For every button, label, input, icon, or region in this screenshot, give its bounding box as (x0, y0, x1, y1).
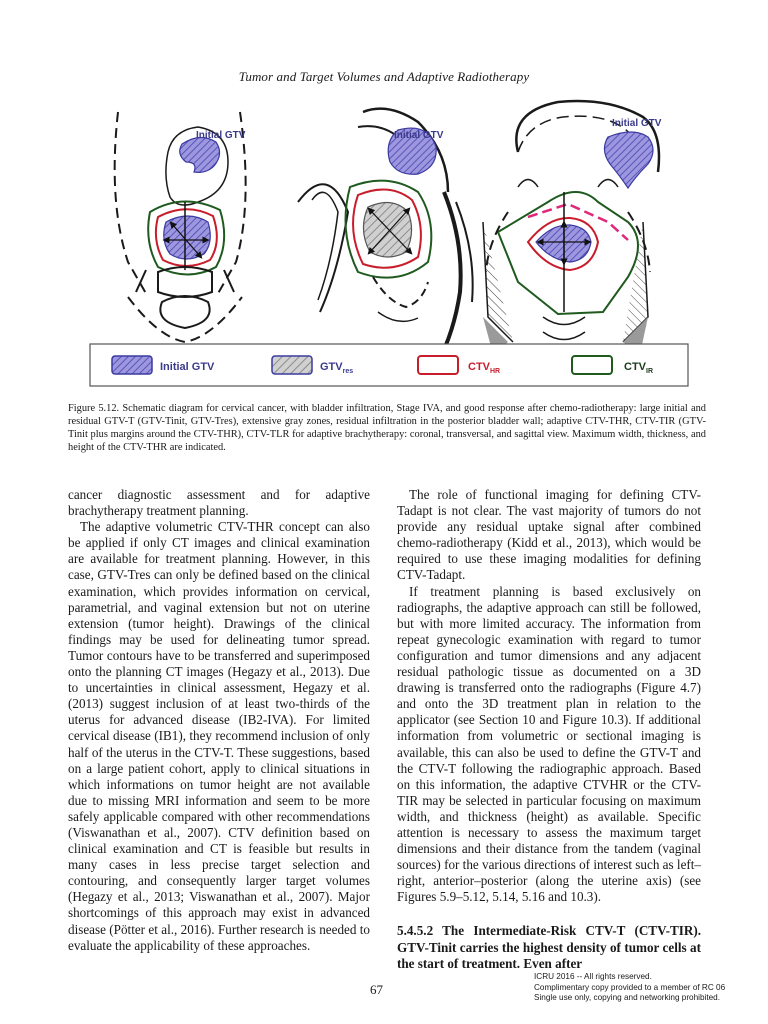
left-paragraph-1: cancer diagnostic assessment and for adaptive brachytherapy treatment planning. (68, 487, 370, 519)
panel-coronal (115, 112, 246, 342)
legend-sub-ctv-ir: IR (646, 368, 653, 375)
copyright-notice (534, 972, 764, 1004)
figure-legend (90, 344, 688, 386)
legend-label-ctv-ir: CTV (624, 361, 646, 373)
copyright-line-1: ICRU 2016 -- All rights reserved. (534, 972, 652, 981)
panel-label-transversal: Initial GTV (394, 130, 444, 141)
copyright-line-2: Complimentary copy provided to a member of RC 06 (534, 982, 726, 992)
right-paragraph-2: If treatment planning is based exclusively on radiographs, the adaptive approach can still be followed, but with more limited accuracy. The information from repeat gynecologic examination with regard to tumor configuration and tumor dimensions and any adjacent residual pathologic tissue as documented on a 3D drawing is transferred onto the radiographs (Figure 4.7) and onto the 3D treatment plan in relation to the applicator (see Section 10 and Figure 10.3). If additional information from volumetric or sectional imaging is available, this can also be used to define the GTV-T and the CTV-T following the radiographic approach. Based on this information, the adaptive CTVHR or the CTV-TIR may be selected in particular focusing on maximum width, and thickness (height) as available. Specific attention is necessary to assess the maximum target dimensions and their distance from the tandem (vaginal sources) for the various directions of interest such as left–right, anterior–posterior (along the uterine axis) (see Figures 5.9–5.12, 5.14, 5.16 and 10.3). (397, 583, 701, 905)
panel-label-coronal: Initial GTV (196, 130, 246, 141)
legend-label-initial-gtv: Initial GTV (160, 361, 215, 373)
legend-sub-gtv-res: res (342, 368, 354, 375)
right-column (397, 487, 701, 972)
legend-label-ctv-hr: CTV (468, 361, 490, 373)
page-number: 67 (370, 982, 383, 997)
panel-transversal (298, 109, 473, 362)
legend-sub-ctv-hr: HR (490, 368, 501, 375)
left-paragraph-2: The adaptive volumetric CTV-THR concept can also be applied if only CT images and clinical examination are available for treatment planning. However, in this case, GTV-Tres can only be defined based on the clinical examination, which provides information on cervical, parametrial, and vaginal extension but not on uterine extension (tumor height). Drawings of the clinical findings may be used for delineating tumor spread. Tumor contours have to be transferred and superimposed onto the planning CT images (Hegazy et al., 2013). Due to uncertainties in clinical assessment, Hegazy et al. (2013) suggest inclusion of at least two-thirds of the uterus for advanced disease (IB2-IVA). For limited cervical disease (IB1), they recommend inclusion of only half of the uterus in the CTV-T. These suggestions, based on a large patient cohort, apply to clinical situations in which informations on tumor height are not available due to missing MRI information and seem to be more safely applicable compared with other recommendations (Viswanathan et al., 2007). CTV definition based on clinical examination and CT is feasible but results in many cases in less precise target selection and contouring, and consequently larger target volumes (Hegazy et al., 2013; Viswanathan et al., 2007). Major shortcomings of this approach may exist in advanced disease (Pötter et al., 2016). Further research is needed to evaluate the applicability of these approaches. (68, 519, 370, 953)
copyright-line-3: Single use only, copying and networking prohibited. (534, 993, 721, 1003)
left-column (68, 487, 370, 954)
panel-sagittal (483, 101, 659, 354)
panel-label-sagittal: Initial GTV (612, 118, 662, 129)
figure-caption (68, 402, 706, 454)
section-5-4-5-2: 5.4.5.2 The Intermediate-Risk CTV-T (CTV-TIR). GTV-Tinit carries the highest density of tumor cells at the start of treatment. Even after (397, 923, 701, 971)
legend-label-gtv-res: GTV (320, 361, 343, 373)
running-head: Tumor and Target Volumes and Adaptive Radiotherapy (238, 69, 530, 84)
figure-caption-text: Figure 5.12. Schematic diagram for cervical cancer, with bladder infiltration, Stage IVA, and good response after chemo-radiotherapy: large initial and residual GTV-T (GTV-Tinit, GTV-Tres), extensive gray zones, residual infiltration in the posterior bladder wall; adaptive CTV-THR, CTV-TIR (GTV-Tinit plus margins around the CTV-THR), CTV-TLR for adaptive brachytherapy: coronal, transversal, and sagittal view. Maximum width, thickness, and height of the CTV-THR are indicated. (68, 403, 706, 453)
schematic-diagram (88, 92, 692, 392)
figure-5-12 (88, 92, 692, 392)
right-paragraph-1: The role of functional imaging for defining CTV-Tadapt is not clear. The vast majority of tumors do not provide any residual uptake signal after combined chemo-radiotherapy (Kidd et al., 2013), which would be required to use these imaging modalities for defining CTV-Tadapt. (397, 487, 701, 583)
